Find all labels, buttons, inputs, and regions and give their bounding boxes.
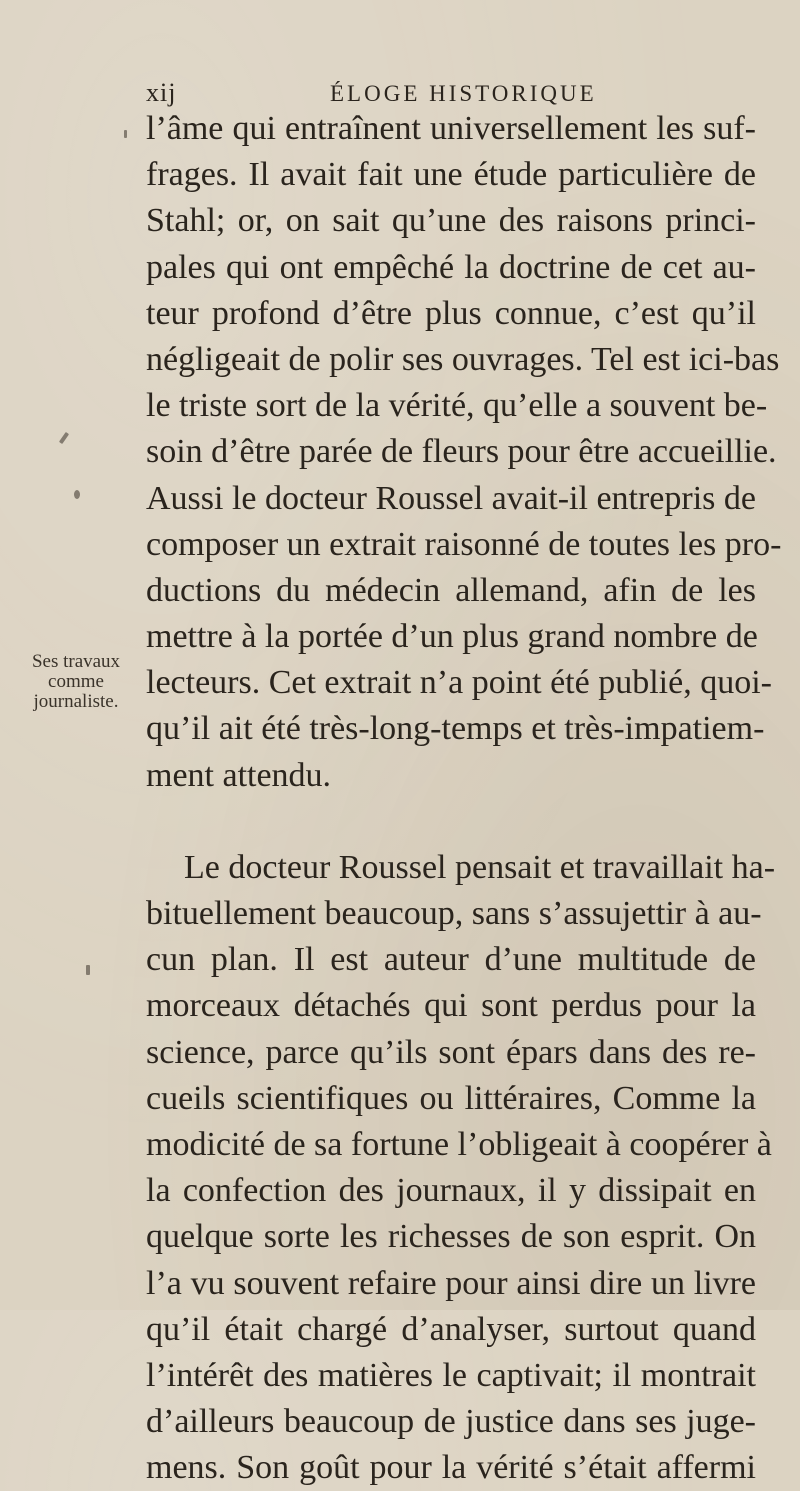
margin-note-line: Ses travaux: [31, 651, 121, 672]
text-line: mens. Son goût pour la vérité s’était affermi: [146, 1449, 756, 1487]
ink-speck: [59, 432, 69, 444]
ink-speck: [86, 965, 90, 975]
text-line: quelque sorte les richesses de son esprit. On: [146, 1218, 756, 1256]
text-line: l’intérêt des matières le captivait; il montrait: [146, 1356, 756, 1394]
text-line: cun plan. Il est auteur d’une multitude de: [146, 941, 756, 979]
text-line: science, parce qu’ils sont épars dans des re-: [146, 1033, 756, 1071]
text-line: négligeait de polir ses ouvrages. Tel est ici-bas: [146, 340, 780, 378]
margin-note: [20, 652, 132, 712]
text-line: ment attendu.: [146, 756, 332, 794]
text-line: qu’il était chargé d’analyser, surtout quand: [146, 1310, 756, 1348]
text-line: la confection des journaux, il y dissipait en: [146, 1172, 756, 1210]
text-line: morceaux détachés qui sont perdus pour la: [146, 987, 756, 1025]
text-line: l’a vu souvent refaire pour ainsi dire un livre: [146, 1264, 756, 1302]
text-line: le triste sort de la vérité, qu’elle a souvent be-: [146, 387, 768, 425]
text-line: composer un extrait raisonné de toutes les pro-: [146, 525, 782, 563]
paragraph-2: [146, 845, 776, 1491]
margin-note-line: journaliste.: [33, 691, 119, 712]
text-line: soin d’être parée de fleurs pour être accueillie.: [146, 433, 777, 471]
text-line: teur profond d’être plus connue, c’est qu’il: [146, 294, 756, 332]
page-number: xij: [146, 78, 177, 107]
text-line: d’ailleurs beaucoup de justice dans ses juge-: [146, 1403, 756, 1441]
body-text: [146, 106, 782, 1491]
ink-speck: [74, 490, 80, 499]
text-line: cueils scientifiques ou littéraires, Comme la: [146, 1079, 756, 1117]
text-line: pales qui ont empêché la doctrine de cet au-: [146, 248, 756, 286]
text-line: bituellement beaucoup, sans s’assujettir à au-: [146, 895, 762, 932]
paragraph-gap: [146, 799, 756, 845]
text-line: lecteurs. Cet extrait n’a point été publié, quoi-: [146, 664, 772, 702]
text-line: modicité de sa fortune l’obligeait à coopérer à: [146, 1125, 772, 1163]
text-line: mettre à la portée d’un plus grand nombre de: [146, 618, 758, 656]
paragraph-1: [146, 106, 782, 799]
text-line: Stahl; or, on sait qu’une des raisons princi-: [146, 202, 756, 240]
margin-note-line: comme: [48, 671, 104, 692]
text-line: frages. Il avait fait une étude particulière de: [146, 156, 756, 194]
text-line: l’âme qui entraînent universellement les suf-: [146, 110, 756, 147]
text-line: ductions du médecin allemand, afin de les: [146, 571, 756, 609]
running-title: ÉLOGE HISTORIQUE: [330, 81, 597, 106]
text-line: Aussi le docteur Roussel avait-il entrepris de: [146, 479, 756, 517]
text-line: Le docteur Roussel pensait et travaillait ha-: [184, 848, 776, 886]
text-line: qu’il ait été très-long-temps et très-impatiem-: [146, 710, 765, 748]
ink-speck: [124, 130, 127, 138]
